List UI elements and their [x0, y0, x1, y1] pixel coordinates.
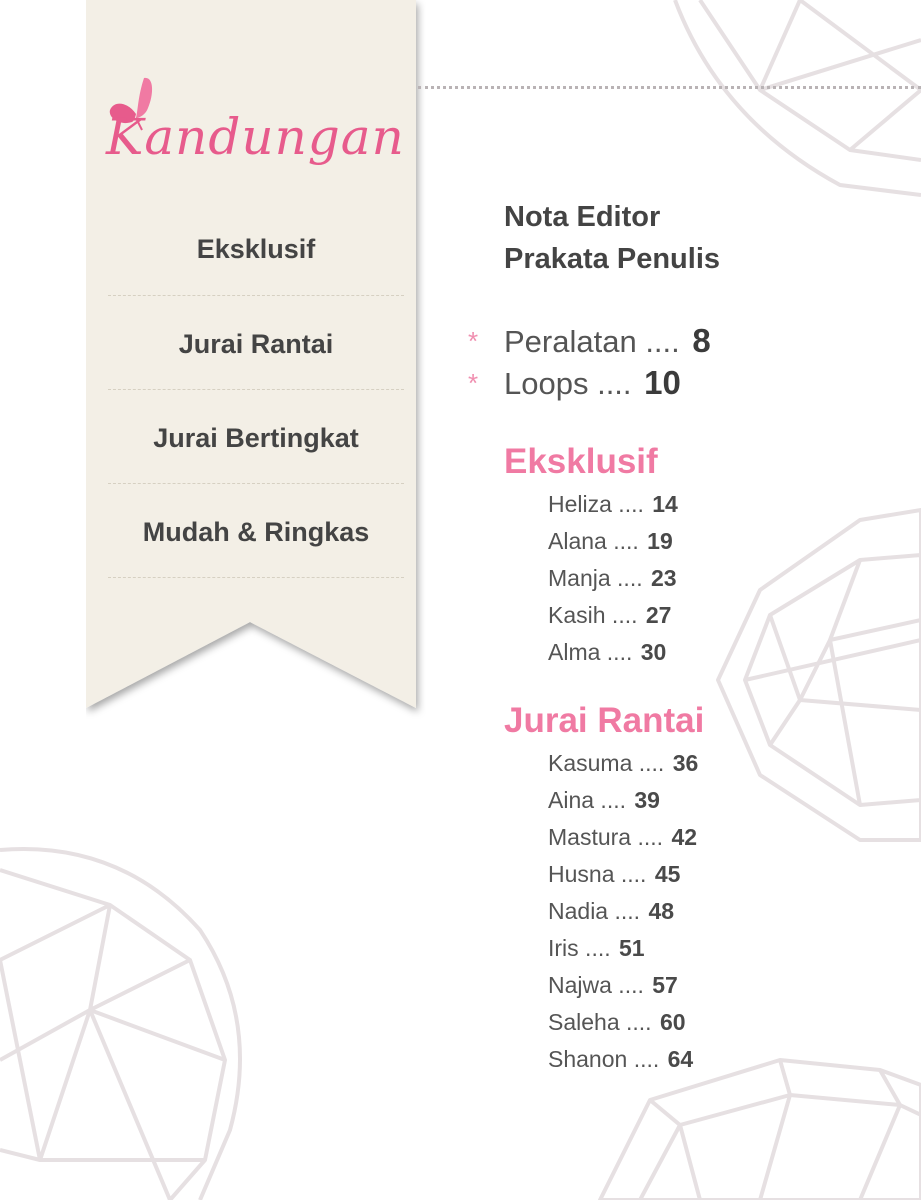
gem-bottom-right	[600, 1060, 921, 1200]
toc-entry-loops[interactable]	[468, 362, 904, 404]
entry-page: 23	[651, 565, 677, 591]
entry-page: 14	[652, 491, 678, 517]
toc-entry[interactable]	[548, 1041, 904, 1078]
ribbon-item-jurai-bertingkat[interactable]: Jurai Bertingkat	[108, 390, 404, 484]
entry-name: Shanon ....	[548, 1046, 660, 1072]
entry-name: Saleha ....	[548, 1009, 652, 1035]
entry-page: 8	[692, 322, 711, 359]
table-of-contents	[468, 196, 904, 1078]
toc-entry[interactable]	[548, 560, 904, 597]
entry-page: 19	[647, 528, 673, 554]
entry-page: 42	[671, 824, 698, 850]
gem-top-right	[675, 0, 921, 195]
toc-entry[interactable]	[548, 930, 904, 967]
entry-name: Najwa ....	[548, 972, 644, 998]
ribbon-item-jurai-rantai[interactable]: Jurai Rantai	[108, 296, 404, 390]
entry-name: Husna ....	[548, 861, 647, 887]
entry-page: 36	[672, 750, 699, 776]
entry-name: Peralatan ....	[504, 324, 680, 359]
entry-page: 39	[634, 787, 660, 813]
front-matter-nota-editor[interactable]: Nota Editor	[504, 201, 661, 233]
entry-name: Mastura ....	[548, 824, 664, 850]
toc-entry[interactable]	[548, 893, 904, 930]
entry-name: Aina ....	[548, 787, 626, 813]
entry-name: Kasuma ....	[548, 750, 665, 776]
toc-entry[interactable]	[548, 745, 904, 782]
section-title[interactable]: Jurai Rantai	[504, 701, 705, 740]
contents-title: Kandungan	[106, 108, 405, 166]
entry-name: Kasih ....	[548, 602, 638, 628]
toc-entry[interactable]	[548, 819, 904, 856]
toc-entry[interactable]	[548, 597, 904, 634]
entry-name: Alana ....	[548, 528, 639, 554]
entry-page: 60	[659, 1009, 686, 1035]
asterisk-bullet-icon: *	[468, 326, 479, 356]
front-matter-prakata-penulis[interactable]: Prakata Penulis	[504, 243, 720, 275]
toc-entry[interactable]	[548, 967, 904, 1004]
toc-entry[interactable]	[548, 782, 904, 819]
asterisk-bullet-icon: *	[468, 368, 479, 398]
entry-page: 51	[619, 935, 645, 961]
main-entries	[468, 320, 904, 404]
section-jurai-rantai	[504, 701, 904, 1078]
ribbon-item-mudah-ringkas[interactable]: Mudah & Ringkas	[108, 484, 404, 578]
entry-page: 30	[640, 639, 667, 665]
section-entries	[548, 745, 904, 1078]
entry-page: 64	[667, 1046, 694, 1072]
entry-name: Manja ....	[548, 565, 643, 591]
section-entries	[548, 486, 904, 671]
section-eksklusif	[504, 442, 904, 671]
entry-page: 10	[644, 364, 681, 401]
entry-page: 27	[645, 602, 672, 628]
ribbon-nav-list	[108, 200, 404, 578]
toc-entry[interactable]	[548, 856, 904, 893]
toc-entry-peralatan[interactable]	[468, 320, 904, 362]
entry-name: Heliza ....	[548, 491, 644, 517]
entry-page: 57	[652, 972, 678, 998]
toc-entry[interactable]	[548, 634, 904, 671]
toc-entry[interactable]	[548, 523, 904, 560]
contents-ribbon	[86, 0, 416, 716]
entry-page: 48	[648, 898, 675, 924]
dotted-divider	[418, 86, 921, 89]
toc-entry[interactable]	[548, 1004, 904, 1041]
section-title[interactable]: Eksklusif	[504, 442, 658, 481]
entry-page: 45	[654, 861, 681, 887]
entry-name: Iris ....	[548, 935, 611, 961]
toc-entry[interactable]	[548, 486, 904, 523]
entry-name: Alma ....	[548, 639, 633, 665]
entry-name: Nadia ....	[548, 898, 641, 924]
gem-bottom-left	[0, 849, 240, 1200]
ribbon-item-eksklusif[interactable]: Eksklusif	[108, 200, 404, 296]
entry-name: Loops ....	[504, 366, 632, 401]
